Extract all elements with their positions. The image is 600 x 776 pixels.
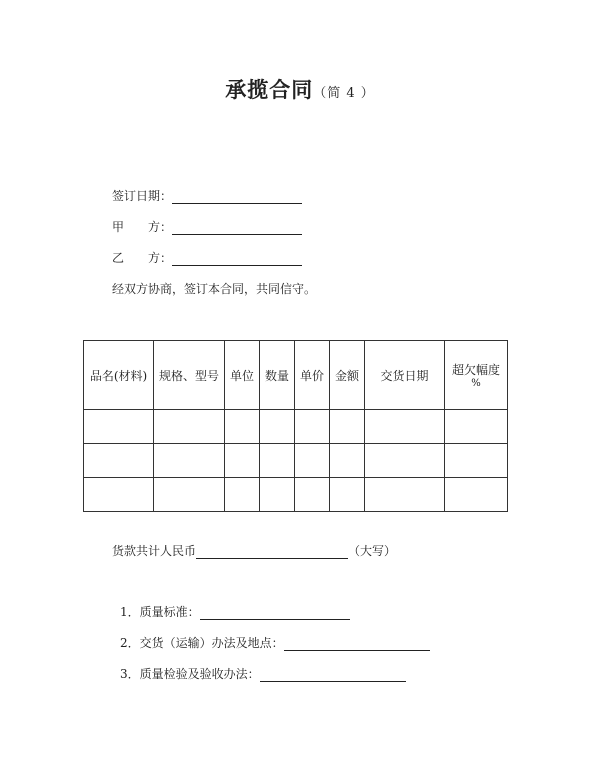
clause-quality-standard — [120, 604, 350, 620]
payment-label: 货款共计人民币 — [112, 544, 197, 558]
table-cell[interactable] — [260, 410, 295, 444]
table-row — [84, 444, 508, 478]
table-cell[interactable] — [295, 478, 330, 512]
table-cell[interactable] — [225, 478, 260, 512]
header-tolerance — [445, 341, 508, 410]
table-cell[interactable] — [295, 444, 330, 478]
title-sub: （简 4 ） — [313, 86, 375, 101]
document-title — [0, 74, 600, 104]
clause-label: 3．质量检验及验收办法： — [120, 667, 260, 681]
party-a-label: 甲 方： — [112, 220, 173, 234]
party-a-field — [112, 219, 302, 235]
table-cell[interactable] — [260, 444, 295, 478]
title-main: 承揽合同 — [225, 78, 314, 102]
header-unit: 单位 — [225, 341, 260, 410]
intro-text: 经双方协商，签订本合同，共同信守。 — [112, 282, 317, 296]
table-cell[interactable] — [445, 444, 508, 478]
table-cell[interactable] — [445, 478, 508, 512]
table-cell[interactable] — [225, 410, 260, 444]
header-tolerance-label: 超欠幅度 — [451, 362, 500, 377]
table-cell[interactable] — [365, 478, 445, 512]
table-cell[interactable] — [445, 410, 508, 444]
table-cell[interactable] — [154, 444, 225, 478]
table-row — [84, 410, 508, 444]
header-delivery-date: 交货日期 — [365, 341, 445, 410]
clause-blank[interactable] — [260, 668, 406, 682]
table-cell[interactable] — [154, 410, 225, 444]
table-cell[interactable] — [84, 410, 154, 444]
table-row — [84, 478, 508, 512]
clause-label: 1．质量标准： — [120, 605, 200, 619]
table-cell[interactable] — [330, 444, 365, 478]
table-cell[interactable] — [295, 410, 330, 444]
clause-blank[interactable] — [200, 606, 350, 620]
payment-blank[interactable] — [196, 545, 348, 559]
table-cell[interactable] — [260, 478, 295, 512]
table-cell[interactable] — [84, 478, 154, 512]
clause-inspection — [120, 666, 406, 682]
table-cell[interactable] — [330, 410, 365, 444]
header-spec-model: 规格、型号 — [154, 341, 225, 410]
sign-date-blank[interactable] — [172, 190, 302, 204]
table-cell[interactable] — [365, 410, 445, 444]
header-quantity: 数量 — [260, 341, 295, 410]
clause-blank[interactable] — [284, 637, 430, 651]
party-b-field — [112, 250, 302, 266]
table-cell[interactable] — [84, 444, 154, 478]
goods-table — [83, 340, 508, 512]
sign-date-label: 签订日期： — [112, 189, 173, 203]
party-b-label: 乙 方： — [112, 251, 173, 265]
payment-field — [112, 543, 396, 559]
header-product-name: 品名(材料) — [84, 341, 154, 410]
party-b-blank[interactable] — [172, 252, 302, 266]
clause-label: 2．交货（运输）办法及地点： — [120, 636, 284, 650]
table-cell[interactable] — [154, 478, 225, 512]
header-amount: 金额 — [330, 341, 365, 410]
table-header-row — [84, 341, 508, 410]
table-cell[interactable] — [365, 444, 445, 478]
clause-delivery-method — [120, 635, 430, 651]
table-cell[interactable] — [330, 478, 365, 512]
header-unit-price: 单价 — [295, 341, 330, 410]
sign-date-field — [112, 188, 302, 204]
table-cell[interactable] — [225, 444, 260, 478]
header-tolerance-percent: % — [471, 377, 481, 389]
party-a-blank[interactable] — [172, 221, 302, 235]
payment-suffix: （大写） — [348, 544, 397, 558]
